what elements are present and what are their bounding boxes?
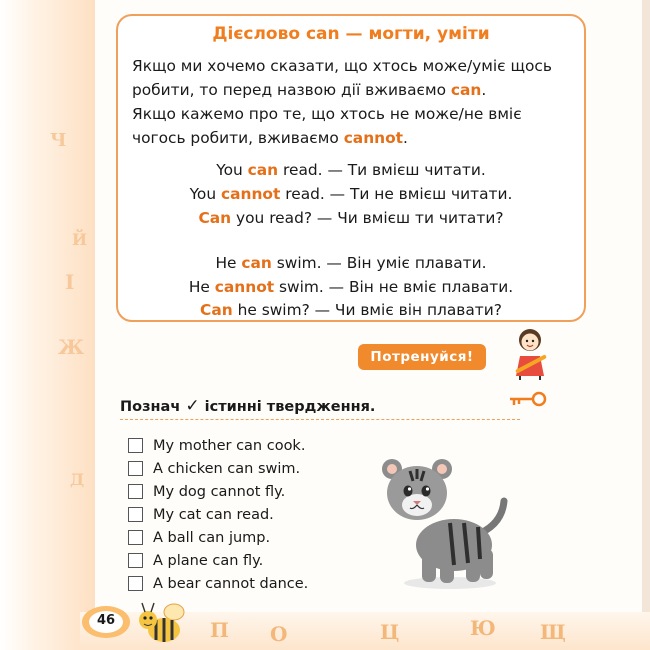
- statement-item: [128, 503, 358, 526]
- statement-item: [128, 572, 358, 595]
- task-divider: [120, 419, 520, 420]
- example-text: swim. — Він уміє плавати.: [271, 254, 487, 272]
- key-icon: [508, 388, 548, 410]
- statement-text: My cat can read.: [153, 506, 274, 523]
- keyword-can: can: [450, 81, 482, 99]
- task-text: Познач: [120, 399, 186, 415]
- task-text: істинні твердження.: [199, 399, 376, 415]
- statement-item: [128, 480, 358, 503]
- rule-explanation: [132, 54, 572, 150]
- rule-text: Якщо ми хочемо сказати, що хтось може/уміє щось робити, то перед назвою дії вживаємо: [132, 57, 552, 99]
- example-text: You: [189, 185, 221, 203]
- example-text: swim. — Він не вміє плавати.: [274, 278, 514, 296]
- example-text: he swim? — Чи вміє він плавати?: [232, 301, 502, 319]
- example-line: [118, 278, 584, 296]
- page-number: 46: [96, 613, 116, 628]
- statement-checkbox[interactable]: [128, 484, 143, 499]
- decor-letter: О: [270, 622, 288, 646]
- statement-item: [128, 457, 358, 480]
- example-line: [118, 185, 584, 203]
- rule-text: .: [481, 81, 487, 99]
- grammar-rule-box: [116, 14, 586, 322]
- bee-icon: [134, 598, 192, 646]
- statement-checkbox[interactable]: [128, 530, 143, 545]
- rule-title: Дієслово can — могти, уміти: [212, 24, 490, 44]
- statement-checkbox[interactable]: [128, 576, 143, 591]
- task-instruction: [120, 396, 556, 416]
- example-keyword: Can: [198, 209, 232, 227]
- decor-letter: П: [210, 618, 229, 642]
- rule-text: .: [403, 129, 408, 147]
- example-line: [118, 161, 584, 179]
- decor-letter: І: [65, 270, 75, 294]
- decor-letter: Ц: [380, 620, 400, 644]
- decor-letter: Й: [72, 230, 88, 249]
- statement-checkbox[interactable]: [128, 461, 143, 476]
- decor-letter: Щ: [540, 620, 566, 644]
- example-text: you read? — Чи вмієш ти читати?: [231, 209, 504, 227]
- example-keyword: cannot: [220, 185, 281, 203]
- decor-letter: Ч: [50, 130, 67, 151]
- statement-item: [128, 526, 358, 549]
- example-keyword: can: [247, 161, 279, 179]
- decor-letter: Ю: [470, 616, 496, 640]
- decor-letter: Ж: [58, 335, 85, 359]
- tiger-cub-icon: [380, 455, 520, 590]
- statement-checkbox[interactable]: [128, 438, 143, 453]
- keyword-cannot: cannot: [343, 129, 404, 147]
- statement-text: A plane can fly.: [153, 552, 264, 569]
- example-text: He: [215, 254, 242, 272]
- statement-text: My dog cannot fly.: [153, 483, 286, 500]
- rule-text: Якщо кажемо про те, що хтось не може/не вміє чогось робити, вживаємо: [132, 105, 522, 147]
- example-keyword: Can: [200, 301, 233, 319]
- statement-checkbox[interactable]: [128, 507, 143, 522]
- example-line: [118, 209, 584, 227]
- statement-item: [128, 549, 358, 572]
- example-line: [118, 301, 584, 319]
- example-text: You: [216, 161, 248, 179]
- statement-list: [128, 434, 358, 595]
- checkmark-icon: ✓: [185, 396, 200, 416]
- statement-text: A bear cannot dance.: [153, 575, 309, 592]
- example-line: [118, 254, 584, 272]
- example-text: read. — Ти не вмієш читати.: [280, 185, 513, 203]
- page-edge: [642, 0, 650, 650]
- statement-text: My mother can cook.: [153, 437, 306, 454]
- example-keyword: cannot: [214, 278, 275, 296]
- statement-checkbox[interactable]: [128, 553, 143, 568]
- decor-letter: Д: [70, 470, 85, 489]
- practice-tab: Потренуйся!: [358, 344, 486, 370]
- girl-with-pencil-icon: [506, 324, 556, 380]
- alphabet-strip: [0, 0, 95, 650]
- statement-text: A ball can jump.: [153, 529, 271, 546]
- example-text: read. — Ти вмієш читати.: [278, 161, 486, 179]
- statement-item: [128, 434, 358, 457]
- example-text: He: [188, 278, 215, 296]
- statement-text: A chicken can swim.: [153, 460, 301, 477]
- example-keyword: can: [241, 254, 272, 272]
